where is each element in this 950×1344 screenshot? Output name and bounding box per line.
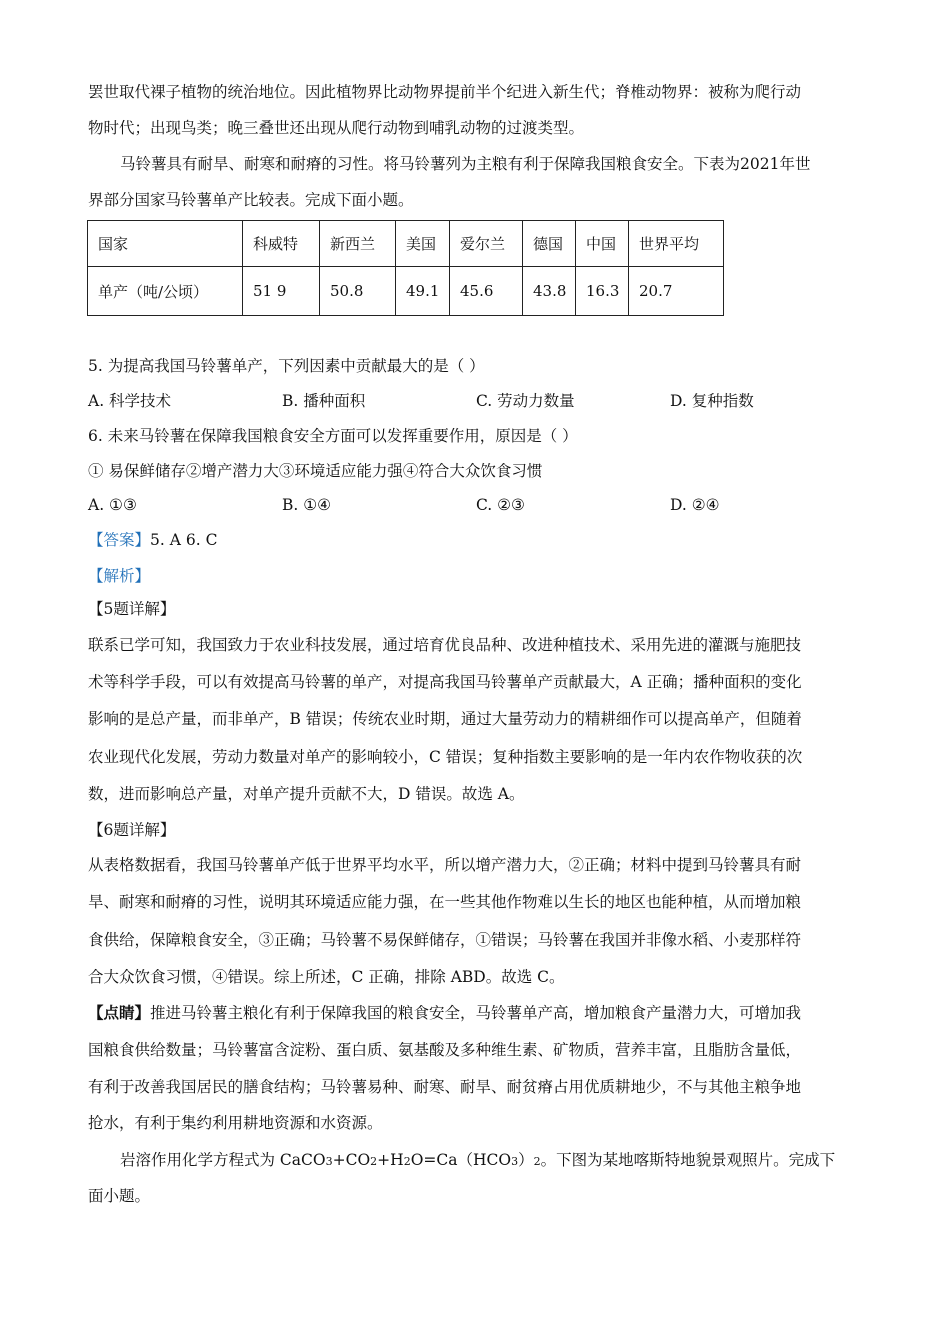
detail6-line: 旱、耐寒和耐瘠的习性，说明其环境适应能力强，在一些其他作物难以生长的地区也能种植，从而增加粮 (88, 893, 802, 911)
karst-text: 。下图为某地喀斯特地貌景观照片。完成下 (540, 1151, 836, 1169)
karst-text: +H (377, 1151, 404, 1169)
detail5-line: 术等科学手段，可以有效提高马铃薯的单产，对提高我国马铃薯单产贡献最大，A 正确；播种面积的变化 (88, 673, 802, 691)
q6-statements: ① 易保鲜储存②增产潜力大③环境适应能力强④符合大众饮食习惯 (88, 462, 543, 480)
material-line-2: 界部分国家马铃薯单产比较表。完成下面小题。 (88, 191, 414, 209)
karst-text: ） (518, 1151, 534, 1169)
answer-line (88, 529, 217, 551)
karst-sub: 2 (403, 1155, 411, 1168)
karst-text: O=Ca（HCO (410, 1151, 512, 1169)
detail6-tag: 【6题详解】 (88, 821, 176, 839)
comment-tag: 【点睛】 (88, 1003, 151, 1022)
karst-text: 岩溶作用化学方程式为 CaCO (120, 1151, 326, 1169)
table-header-cell: 世界平均 (629, 221, 724, 267)
detail5-line: 农业现代化发展，劳动力数量对单产的影响较小，C 错误；复种指数主要影响的是一年内农作物收获的次 (88, 748, 803, 766)
table-header-cell: 中国 (576, 221, 629, 267)
q5-stem: 5. 为提高我国马铃薯单产，下列因素中贡献最大的是（ ） (88, 357, 485, 375)
q6-option-a: A. ①③ (88, 496, 137, 514)
karst-sub: 2 (533, 1155, 541, 1168)
table-cell: 51 9 (243, 267, 320, 316)
comment-line-1 (88, 1002, 801, 1024)
table-header-cell: 美国 (396, 221, 450, 267)
q5-option-c: C. 劳动力数量 (476, 392, 575, 410)
q6-option-d: D. ②④ (670, 496, 720, 514)
detail5-tag: 【5题详解】 (88, 600, 176, 618)
q6-option-c: C. ②③ (476, 496, 525, 514)
karst-line-2: 面小题。 (88, 1187, 151, 1205)
intro-line-1: 罢世取代裸子植物的统治地位。因此植物界比动物界提前半个纪进入新生代；脊椎动物界：被称为爬行动 (88, 83, 802, 101)
detail6-line: 食供给，保障粮食安全，③正确；马铃薯不易保鲜储存，①错误；马铃薯在我国并非像水稻、小麦那样符 (88, 931, 802, 949)
karst-sub: 3 (325, 1155, 333, 1168)
table-cell: 16.3 (576, 267, 629, 316)
comment-line: 国粮食供给数量；马铃薯富含淀粉、蛋白质、氨基酸及多种维生素、矿物质，营养丰富，且脂肪含量低， (88, 1041, 802, 1059)
table-cell: 43.8 (523, 267, 576, 316)
q5-option-a: A. 科学技术 (88, 392, 172, 410)
detail5-line: 联系已学可知，我国致力于农业科技发展，通过培育优良品种、改进种植技术、采用先进的灌溉与施肥技 (88, 636, 802, 654)
detail6-line: 从表格数据看，我国马铃薯单产低于世界平均水平，所以增产潜力大，②正确；材料中提到马铃薯具有耐 (88, 856, 802, 874)
comment-first: 推进马铃薯主粮化有利于保障我国的粮食安全，马铃薯单产高，增加粮食产量潜力大，可增加我 (150, 1004, 802, 1022)
table-header-cell: 新西兰 (320, 221, 396, 267)
intro-line-2: 物时代；出现鸟类；晚三叠世还出现从爬行动物到哺乳动物的过渡类型。 (88, 119, 585, 137)
comment-line: 有利于改善我国居民的膳食结构；马铃薯易种、耐寒、耐旱、耐贫瘠占用优质耕地少，不与其他主粮争地 (88, 1078, 802, 1096)
detail6-line: 合大众饮食习惯，④错误。综上所述，C 正确，排除 ABD。故选 C。 (88, 968, 565, 986)
potato-yield-table (87, 220, 724, 316)
table-header-cell: 科威特 (243, 221, 320, 267)
q5-option-d: D. 复种指数 (670, 392, 754, 410)
table-row (88, 267, 724, 316)
table-cell: 20.7 (629, 267, 724, 316)
q5-option-b: B. 播种面积 (282, 392, 366, 410)
answer-tag: 【答案】 (88, 531, 151, 549)
material-line-1: 马铃薯具有耐旱、耐寒和耐瘠的习性。将马铃薯列为主粮有利于保障我国粮食安全。下表为2021年世 (120, 155, 811, 173)
karst-sub: 3 (511, 1155, 519, 1168)
answer-text: 5. A 6. C (150, 531, 218, 549)
table-header-cell: 爱尔兰 (450, 221, 523, 267)
table-header-cell: 国家 (88, 221, 243, 267)
q6-option-b: B. ①④ (282, 496, 332, 514)
table-cell: 45.6 (450, 267, 523, 316)
comment-line: 抢水，有利于集约利用耕地资源和水资源。 (88, 1114, 383, 1132)
karst-text: +CO (332, 1151, 371, 1169)
table-header-cell: 德国 (523, 221, 576, 267)
table-cell: 单产（吨/公顷） (88, 267, 243, 316)
table-cell: 50.8 (320, 267, 396, 316)
analysis-tag: 【解析】 (88, 567, 151, 585)
table-header-row (88, 221, 724, 267)
karst-line-1 (120, 1149, 835, 1173)
karst-sub: 2 (370, 1155, 378, 1168)
detail5-line: 数，进而影响总产量，对单产提升贡献不大，D 错误。故选 A。 (88, 785, 525, 803)
detail5-line: 影响的是总产量，而非单产，B 错误；传统农业时期，通过大量劳动力的精耕细作可以提高单产，但随着 (88, 710, 802, 728)
q6-stem: 6. 未来马铃薯在保障我国粮食安全方面可以发挥重要作用，原因是（ ） (88, 427, 578, 445)
table-cell: 49.1 (396, 267, 450, 316)
